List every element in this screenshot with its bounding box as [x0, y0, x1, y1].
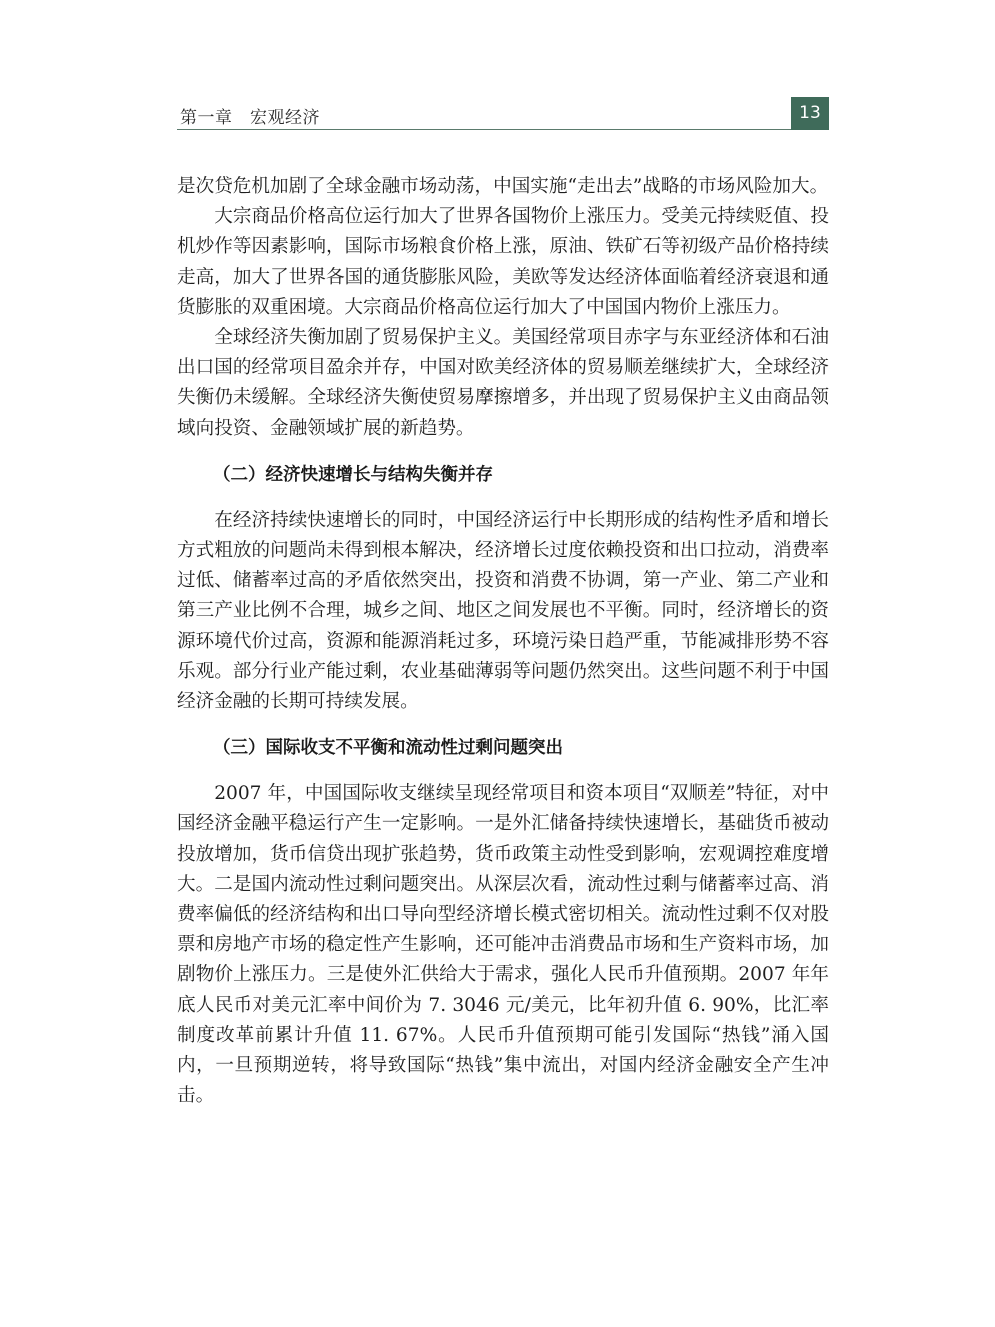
section-heading-growth-imbalance: （二）经济快速增长与结构失衡并存: [213, 464, 493, 485]
header-rule: [177, 129, 791, 130]
paragraph-balance-of-payments: 2007 年，中国国际收支继续呈现经常项目和资本项目“双顺差”特征，对中国经济金融平稳运行产生一定影响。一是外汇储备持续快速增长，基础货币被动投放增加，货币信贷出现扩张趋势，货币政策主动性受到影响，宏观调控难度增大。二是国内流动性过剩问题突出。从深层次看，流动性过剩与储蓄率过高、消费率偏低的经济结构和出口导向型经济增长模式密切相关。流动性过剩不仅对股票和房地产市场的稳定性产生影响，还可能冲击消费品市场和生产资料市场，加剧物价上涨压力。三是使外汇供给大于需求，强化人民币升值预期。2007 年年底人民币对美元汇率中间价为 7. 3046 元/美元，比年初升值 6. 90%，比汇率制度改革前累计升值 11. 67%。人民币升值预期可能引发国际“热钱”涌入国内，一旦预期逆转，将导致国际“热钱”集中流出，对国内经济金融安全产生冲击。: [177, 783, 829, 1107]
chapter-title: 第一章 宏观经济: [180, 108, 320, 128]
paragraph-continuation: 是次贷危机加剧了全球金融市场动荡，中国实施“走出去”战略的市场风险加大。: [177, 176, 829, 197]
running-header: [177, 97, 829, 130]
paragraph-commodity-prices: 大宗商品价格高位运行加大了世界各国物价上涨压力。受美元持续贬值、投机炒作等因素影响，国际市场粮食价格上涨，原油、铁矿石等初级产品价格持续走高，加大了世界各国的通货膨胀风险，美欧等发达经济体面临着经济衰退和通货膨胀的双重困境。大宗商品价格高位运行加大了中国国内物价上涨压力。: [177, 206, 829, 318]
page-number: 13: [791, 97, 829, 130]
paragraph-structural-imbalance: 在经济持续快速增长的同时，中国经济运行中长期形成的结构性矛盾和增长方式粗放的问题尚未得到根本解决，经济增长过度依赖投资和出口拉动，消费率过低、储蓄率过高的矛盾依然突出，投资和消费不协调，第一产业、第二产业和第三产业比例不合理，城乡之间、地区之间发展也不平衡。同时，经济增长的资源环境代价过高，资源和能源消耗过多，环境污染日趋严重，节能减排形势不容乐观。部分行业产能过剩，农业基础薄弱等问题仍然突出。这些问题不利于中国经济金融的长期可持续发展。: [177, 509, 829, 713]
paragraph-trade-protectionism: 全球经济失衡加剧了贸易保护主义。美国经常项目赤字与东亚经济体和石油出口国的经常项目盈余并存，中国对欧美经济体的贸易顺差继续扩大，全球经济失衡仍未缓解。全球经济失衡使贸易摩擦增多，并出现了贸易保护主义由商品领域向投资、金融领域扩展的新趋势。: [177, 327, 829, 439]
section-heading-liquidity: （三）国际收支不平衡和流动性过剩问题突出: [213, 738, 563, 759]
body-text: [177, 172, 829, 1111]
